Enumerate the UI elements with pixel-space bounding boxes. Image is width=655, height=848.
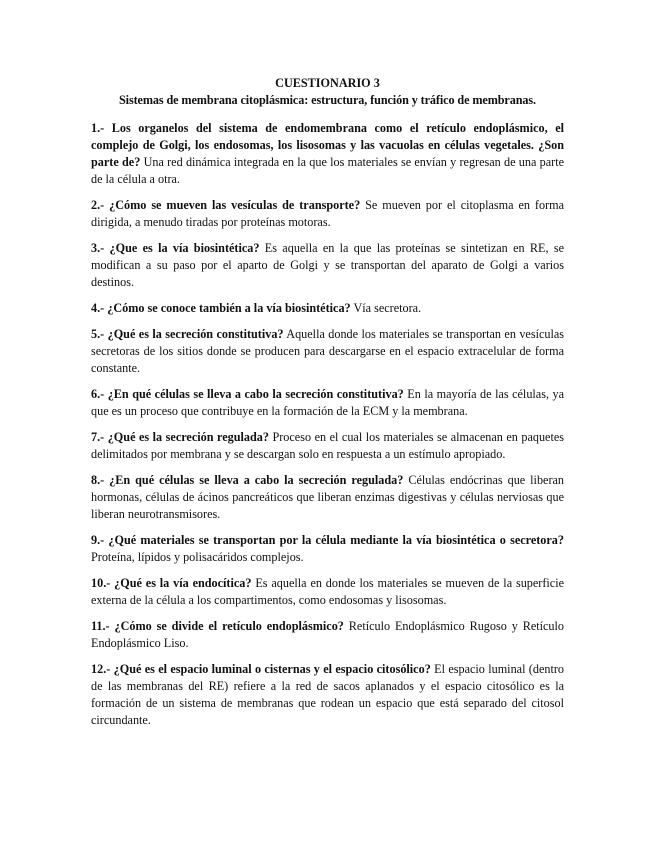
qa-item [91, 575, 564, 609]
question-text: 5.- ¿Qué es la secreción constitutiva? [91, 327, 284, 341]
question-text: 9.- ¿Qué materiales se transportan por la célula mediante la vía biosintética o secretora? [91, 533, 564, 547]
question-text: 10.- ¿Qué es la vía endocítica? [91, 576, 252, 590]
question-text: 4.- ¿Cómo se conoce también a la vía biosintética? [91, 301, 351, 315]
question-text: 7.- ¿Qué es la secreción regulada? [91, 430, 269, 444]
question-text: 11.- ¿Cómo se divide el retículo endoplásmico? [91, 619, 344, 633]
question-text: 8.- ¿En qué células se lleva a cabo la secreción regulada? [91, 473, 404, 487]
answer-text: Es aquella en donde los materiales se mueven de la superficie externa de la célula a los compartimentos, como endosomas y lisosomas. [91, 576, 565, 607]
answer-text: Células endócrinas que liberan hormonas, células de ácinos pancreáticos que liberan enzimas digestivas y células nerviosas que liberan neurotransmisores. [91, 473, 565, 521]
answer-text: En la mayoría de las células, ya que es un proceso que contribuye en la formación de la ECM y la membrana. [91, 387, 565, 418]
answer-text: Retículo Endoplásmico Rugoso y Retículo Endoplásmico Liso. [91, 619, 564, 650]
qa-item [91, 300, 564, 317]
question-text: 3.- ¿Que es la vía biosintética? [91, 241, 260, 255]
qa-item [91, 326, 564, 377]
qa-item [91, 386, 564, 420]
question-text: 6.- ¿En qué células se lleva a cabo la secreción constitutiva? [91, 387, 404, 401]
qa-item [91, 661, 564, 729]
question-text: 12.- ¿Qué es el espacio luminal o cisternas y el espacio citosólico? [91, 662, 431, 676]
qa-item [91, 120, 564, 188]
question-text: 2.- ¿Cómo se mueven las vesículas de transporte? [91, 198, 361, 212]
document-subtitle: Sistemas de membrana citoplásmica: estructura, función y tráfico de membranas. [118, 93, 536, 107]
qa-item [91, 472, 564, 523]
answer-text: Proceso en el cual los materiales se almacenan en paquetes delimitados por membrana y se descargan solo en respuesta a un estímulo apropiado. [91, 430, 565, 461]
qa-item [91, 240, 564, 291]
answer-text: El espacio luminal (dentro de las membranas del RE) refiere a la red de sacos aplanados y el espacio citosólico es la formación de un sistema de membranas que rodean un espacio que está separado del citosol circundante. [91, 662, 565, 727]
qa-item [91, 429, 564, 463]
answer-text: Aquella donde los materiales se transportan en vesículas secretoras de los sitios donde se producen para descargarse en el espacio extracelular de forma constante. [91, 327, 565, 375]
document-title: CUESTIONARIO 3 [275, 76, 380, 90]
document-page [91, 75, 564, 738]
answer-text: Vía secretora. [353, 301, 422, 315]
answer-text: Es aquella en la que las proteínas se sintetizan en RE, se modifican a su paso por el aparto de Golgi y se transportan del aparato de Golgi a varios destinos. [91, 241, 564, 289]
answer-text: Se mueven por el citoplasma en forma dirigida, a menudo tiradas por proteínas motoras. [91, 198, 565, 229]
qa-item [91, 618, 564, 652]
qa-item [91, 532, 564, 566]
answer-text: Una red dinámica integrada en la que los materiales se envían y regresan de una parte de la célula a otra. [91, 155, 564, 186]
question-text: 1.- Los organelos del sistema de endomembrana como el retículo endoplásmico, el complejo de Golgi, los endosomas, los lisosomas y las vacuolas en células vegetales. ¿Son parte de? [91, 121, 564, 169]
answer-text: Proteína, lípidos y polisacáridos complejos. [91, 550, 304, 564]
qa-item [91, 197, 564, 231]
